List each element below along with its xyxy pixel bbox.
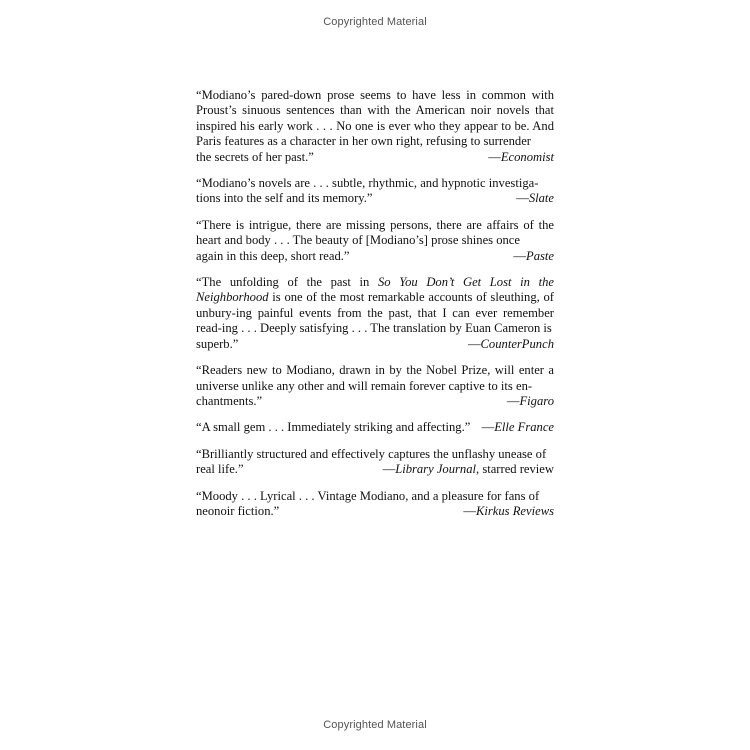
- attribution-source: CounterPunch: [480, 336, 554, 351]
- attribution-suffix: , starred review: [476, 462, 554, 477]
- attribution-dash: —: [382, 462, 396, 477]
- praise-quotes: [196, 88, 554, 530]
- quote-text-pre: “The unfolding of the past in: [196, 275, 378, 290]
- attribution-source: Slate: [528, 191, 554, 206]
- quote-last-line: [196, 337, 554, 352]
- attribution-source: Economist: [500, 149, 554, 164]
- quote-text-rest: is one of the most remarkable accounts of sleuthing, of unbury-ing painful events from the past, that I can ever remember read-ing . . . Deeply satisfying . . . The translation by Euan Cameron is: [196, 290, 554, 336]
- attribution-source: Library Journal: [395, 462, 477, 477]
- quote-text-last: superb.”: [196, 336, 239, 351]
- quote-attribution: [516, 191, 554, 206]
- book-title: So You Don’t Get Lost in the Neighborhood: [196, 275, 554, 305]
- quote-text: “Readers new to Modiano, drawn in by the Nobel Prize, will enter a universe unlike any other and will remain forever captive to its en-: [196, 363, 554, 393]
- quote-text: “Modiano’s pared-down prose seems to have less in common with Proust’s sinuous sentences than with the American noir novels that inspired his early work . . . No one is ever who they appear to be. And Paris features as a character in her own right, refusing to surrender: [196, 88, 554, 149]
- quote-last-line: [196, 462, 554, 477]
- quote-attribution: [468, 337, 554, 352]
- quote-paste: [196, 218, 554, 264]
- quote-text: “There is intrigue, there are missing persons, there are affairs of the heart and body . . . The beauty of [Modiano’s] prose shines once: [196, 217, 554, 248]
- quote-library-journal: [196, 447, 554, 478]
- quote-text-last: again in this deep, short read.”: [196, 248, 350, 263]
- quote-text: “Brilliantly structured and effectively captures the unflashy unease of: [196, 446, 547, 461]
- quote-text: [196, 275, 554, 337]
- quote-slate: [196, 176, 554, 207]
- quote-attribution: [488, 150, 554, 165]
- attribution-source: Figaro: [519, 393, 554, 408]
- attribution-dash: —: [481, 420, 495, 435]
- quote-text-last: real life.”: [196, 462, 244, 477]
- copyright-notice-bottom: Copyrighted Material: [323, 719, 427, 731]
- attribution-dash: —: [516, 191, 529, 206]
- quote-elle-france: [196, 420, 554, 435]
- quote-attribution: [513, 249, 554, 264]
- quote-last-line: [196, 504, 554, 519]
- quote-text: “Moody . . . Lyrical . . . Vintage Modiano, and a pleasure for fans of: [196, 488, 540, 503]
- quote-last-line: [196, 420, 554, 435]
- quote-figaro: [196, 363, 554, 409]
- quote-last-line: [196, 191, 554, 206]
- quote-attribution: [383, 462, 554, 477]
- quote-text-last: the secrets of her past.”: [196, 149, 314, 164]
- quote-text: “Modiano’s novels are . . . subtle, rhythmic, and hypnotic investiga-: [196, 176, 539, 191]
- attribution-dash: —: [463, 503, 476, 518]
- quote-attribution: [482, 420, 554, 435]
- quote-text-last: “A small gem . . . Immediately striking and affecting.”: [196, 420, 471, 435]
- quote-text-last: tions into the self and its memory.”: [196, 191, 373, 206]
- quote-text-last: neonoir fiction.”: [196, 503, 280, 518]
- quote-last-line: [196, 394, 554, 409]
- quote-attribution: [507, 394, 554, 409]
- quote-economist: [196, 88, 554, 165]
- attribution-dash: —: [513, 248, 527, 263]
- copyright-notice-top: Copyrighted Material: [323, 16, 427, 28]
- quote-counterpunch: [196, 275, 554, 352]
- quote-text-last: chantments.”: [196, 393, 263, 408]
- attribution-dash: —: [506, 393, 520, 408]
- quote-last-line: [196, 249, 554, 264]
- quote-last-line: [196, 150, 554, 165]
- quote-attribution: [463, 504, 554, 519]
- attribution-source: Paste: [526, 248, 554, 263]
- attribution-source: Elle France: [494, 420, 554, 435]
- attribution-source: Kirkus Reviews: [476, 503, 554, 518]
- quote-kirkus: [196, 489, 554, 520]
- attribution-dash: —: [467, 336, 481, 351]
- attribution-dash: —: [488, 149, 501, 164]
